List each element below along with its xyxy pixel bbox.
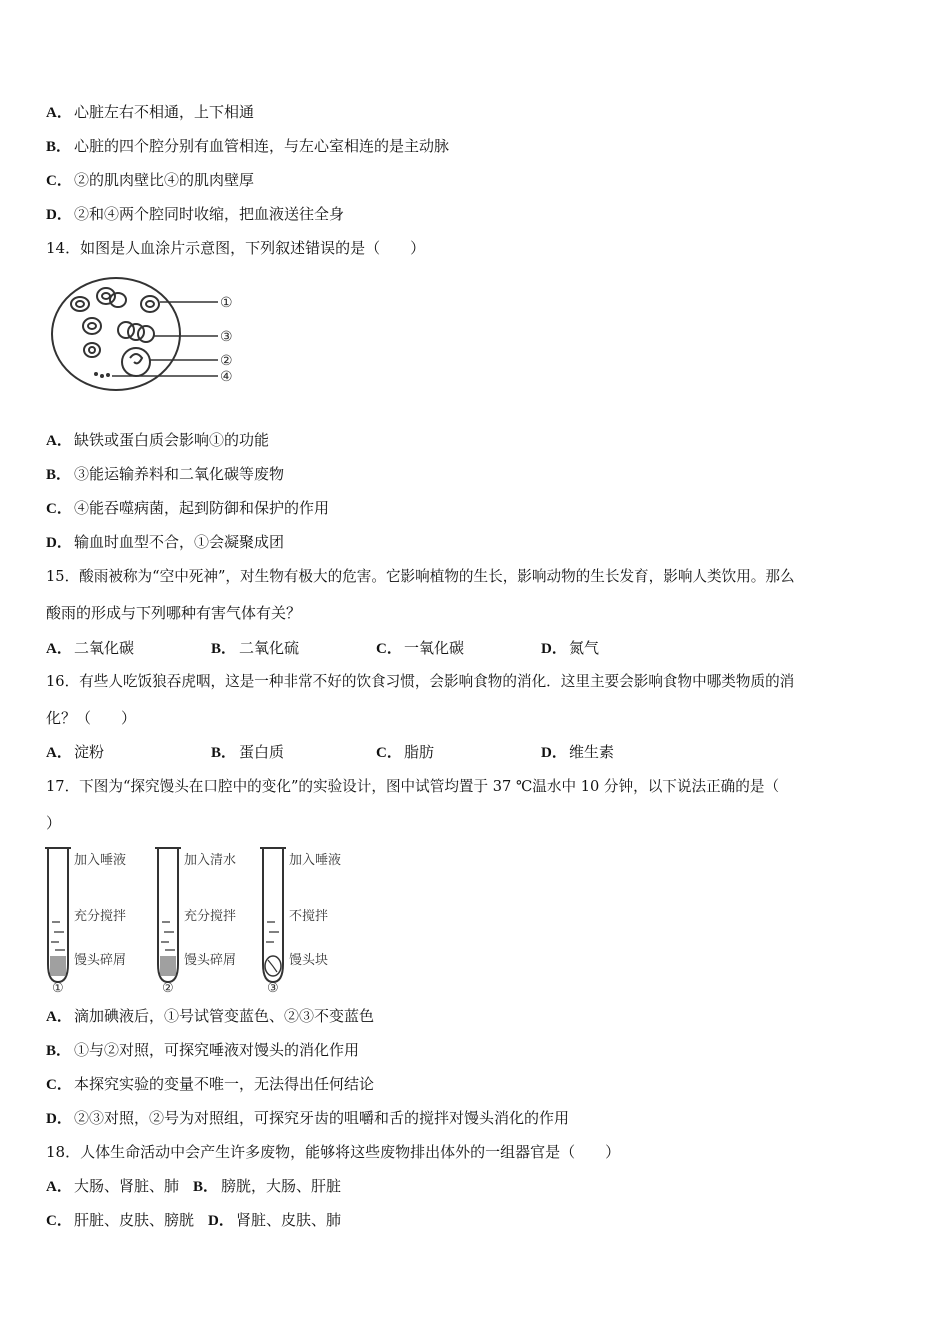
white-blood-cell-nucleus bbox=[130, 354, 142, 363]
q16-stem-line2: 化？（ ） bbox=[46, 709, 137, 727]
q13-option-b: B． 心脏的四个腔分别有血管相连，与左心室相连的是主动脉 bbox=[46, 137, 450, 155]
q13-option-c: C． ②的肌肉壁比④的肌肉壁厚 bbox=[46, 171, 255, 189]
q15-option-b: B． 二氧化硫 bbox=[211, 639, 300, 657]
q14-option-d: D． 输血时血型不合，①会凝聚成团 bbox=[46, 533, 285, 551]
q15-option-a: A． 二氧化碳 bbox=[46, 639, 135, 657]
q17-option-a: A． 滴加碘液后，①号试管变蓝色、②③不变蓝色 bbox=[46, 1007, 375, 1025]
q15-options bbox=[46, 638, 910, 659]
test-tube-2 bbox=[155, 848, 236, 994]
q17-stem-line2: ） bbox=[46, 814, 62, 832]
q16-option-c: C． 脂肪 bbox=[376, 743, 435, 761]
q14-option-b: B． ③能运输养料和二氧化碳等废物 bbox=[46, 465, 285, 483]
q16-options bbox=[46, 742, 910, 763]
svg-text:充分搅拌: 充分搅拌 bbox=[184, 909, 237, 924]
svg-text:①: ① bbox=[52, 981, 64, 994]
svg-text:馒头碎屑: 馒头碎屑 bbox=[74, 953, 127, 968]
svg-text:充分搅拌: 充分搅拌 bbox=[74, 909, 127, 924]
q15-stem-line1: 15．酸雨被称为“空中死神”，对生物有极大的危害。它影响植物的生长，影响动物的生长发育，影响人类饮用。那么 bbox=[46, 568, 795, 585]
q16-stem-line1: 16．有些人吃饭狼吞虎咽，这是一种非常不好的饮食习惯，会影响食物的消化．这里主要会影响食物中哪类物质的消 bbox=[46, 673, 795, 690]
q18-stem: 18．人体生命活动中会产生许多废物，能够将这些废物排出体外的一组器官是（ ） bbox=[46, 1143, 621, 1161]
svg-text:②: ② bbox=[162, 981, 174, 994]
q15-option-c: C． 一氧化碳 bbox=[376, 639, 465, 657]
label-leader-lines bbox=[112, 302, 218, 376]
q14-option-c: C． ④能吞噬病菌，起到防御和保护的作用 bbox=[46, 499, 330, 517]
q16-option-d: D． 维生素 bbox=[541, 743, 615, 761]
q18-options-line2: C． 肝脏、皮肤、膀胱 D． 肾脏、皮肤、肺 bbox=[46, 1211, 342, 1229]
figure-label-4: ④ bbox=[220, 369, 233, 385]
red-blood-cells bbox=[71, 288, 159, 357]
svg-text:加入唾液: 加入唾液 bbox=[289, 853, 342, 868]
q17-option-c: C． 本探究实验的变量不唯一，无法得出任何结论 bbox=[46, 1075, 375, 1093]
svg-text:馒头块: 馒头块 bbox=[289, 953, 329, 968]
q13-option-a: A． 心脏左右不相通，上下相通 bbox=[46, 103, 255, 121]
smear-outline bbox=[52, 278, 180, 390]
svg-text:加入清水: 加入清水 bbox=[184, 853, 237, 868]
q15-option-d: D． 氮气 bbox=[541, 639, 600, 657]
svg-text:馒头碎屑: 馒头碎屑 bbox=[184, 953, 237, 968]
svg-text:③: ③ bbox=[267, 981, 279, 994]
q14-option-a: A． 缺铁或蛋白质会影响①的功能 bbox=[46, 431, 270, 449]
svg-text:不搅拌: 不搅拌 bbox=[289, 909, 329, 924]
q17-option-d: D． ②③对照，②号为对照组，可探究牙齿的咀嚼和舌的搅拌对馒头消化的作用 bbox=[46, 1109, 570, 1127]
test-tube-3 bbox=[260, 848, 341, 994]
figure-label-1: ① bbox=[220, 295, 233, 311]
q16-option-a: A． 淀粉 bbox=[46, 743, 105, 761]
test-tube-1 bbox=[45, 848, 126, 994]
blood-smear-figure bbox=[50, 274, 250, 396]
q17-stem-line1: 17．下图为“探究馒头在口腔中的变化”的实验设计，图中试管均置于 37 ℃温水中 10 分钟，以下说法正确的是（ bbox=[46, 778, 780, 795]
svg-text:加入唾液: 加入唾液 bbox=[74, 853, 127, 868]
q17-option-b: B． ①与②对照，可探究唾液对馒头的消化作用 bbox=[46, 1041, 360, 1059]
platelets bbox=[94, 372, 110, 378]
q13-option-d: D． ②和④两个腔同时收缩，把血液送往全身 bbox=[46, 205, 345, 223]
figure-label-3: ③ bbox=[220, 329, 233, 345]
q16-option-b: B． 蛋白质 bbox=[211, 743, 285, 761]
q18-options-line1: A． 大肠、肾脏、肺 B． 膀胱，大肠、肝脏 bbox=[46, 1177, 342, 1195]
test-tube-figure bbox=[40, 842, 360, 994]
q15-stem-line2: 酸雨的形成与下列哪种有害气体有关？ bbox=[46, 604, 302, 622]
figure-label-2: ② bbox=[220, 353, 233, 369]
white-blood-cell bbox=[122, 348, 150, 376]
q14-stem: 14．如图是人血涂片示意图，下列叙述错误的是（ ） bbox=[46, 239, 426, 257]
